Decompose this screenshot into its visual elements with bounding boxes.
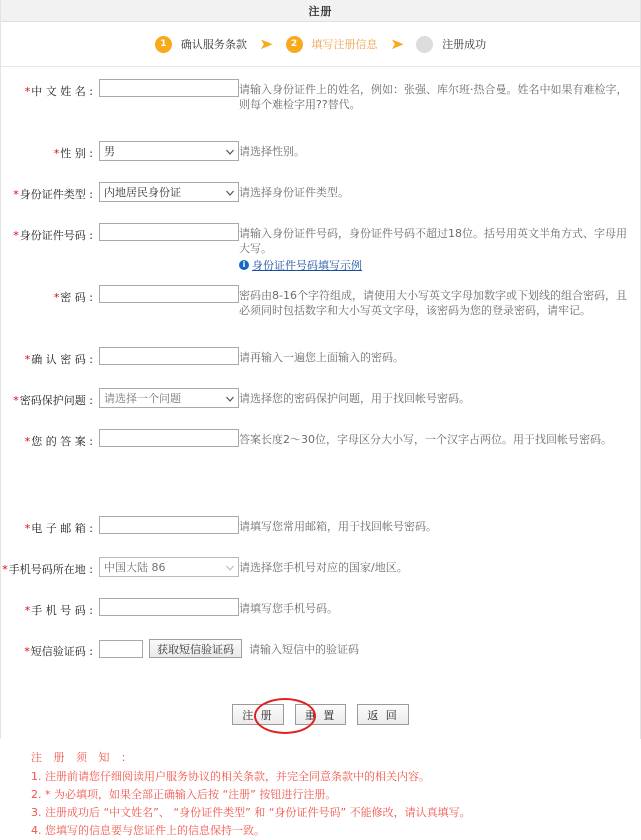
label-security-question: *密码保护问题 :: [13, 394, 93, 407]
hint-password: 密码由8-16个字符组成，请使用大小写英文字母加数字或下划线的组合密码，且必须同时包括数字和大小写英文字母，该密码为您的登录密码，请牢记。: [239, 289, 627, 317]
row-id-number: [1, 223, 640, 285]
notice-title: 注 册 须 知 ：: [31, 751, 136, 764]
step-arrow-icon: ➤: [389, 34, 405, 53]
label-phone-region: *手机号码所在地 :: [2, 563, 93, 576]
field-answer: [93, 429, 239, 447]
get-sms-code-button[interactable]: 获取短信验证码: [149, 639, 242, 658]
label-id-number: *身份证件号码 :: [13, 229, 93, 242]
phone-input[interactable]: [99, 598, 239, 616]
field-email: [93, 516, 239, 534]
step-3-number: 3: [416, 36, 433, 53]
answer-input[interactable]: [99, 429, 239, 447]
hint-email: 请填写您常用邮箱，用于找回帐号密码。: [239, 520, 437, 533]
page-title: 注册: [308, 4, 333, 18]
registration-form: [1, 67, 640, 840]
id-number-example-link[interactable]: [239, 258, 362, 273]
label-gender: *性 别 :: [53, 147, 93, 160]
hint-id-type: 请选择身份证件类型。: [239, 186, 349, 199]
hint-password-confirm: 请再输入一遍您上面输入的密码。: [239, 351, 404, 364]
row-email: [1, 516, 640, 557]
hint-phone: 请填写您手机号码。: [239, 602, 338, 615]
label-sms-code: *短信验证码 :: [24, 645, 93, 658]
email-input[interactable]: [99, 516, 239, 534]
field-phone: [93, 598, 239, 616]
row-id-type: [1, 182, 640, 223]
back-button[interactable]: 返 回: [357, 704, 409, 725]
label-password-confirm: *确 认 密 码 :: [24, 353, 93, 366]
chevron-down-icon: [225, 188, 234, 197]
field-id-type: [93, 182, 239, 202]
notice-item: 1. 注册前请您仔细阅读用户服务协议的相关条款，并完全同意条款中的相关内容。: [31, 770, 430, 783]
field-gender: [93, 141, 239, 161]
step-indicator: [1, 22, 640, 67]
field-password: [93, 285, 239, 303]
gender-select[interactable]: [99, 141, 239, 161]
window-titlebar: [1, 0, 640, 22]
label-phone: *手 机 号 码 :: [24, 604, 93, 617]
step-2-number: 2: [286, 36, 303, 53]
step-arrow-icon: ➤: [258, 34, 274, 53]
row-answer: [1, 429, 640, 470]
label-password: *密 码 :: [53, 291, 93, 304]
hint-security-question: 请选择您的密码保护问题，用于找回帐号密码。: [239, 392, 470, 405]
phone-region-select[interactable]: [99, 557, 239, 577]
id-number-input[interactable]: [99, 223, 239, 241]
row-phone-region: [1, 557, 640, 598]
field-sms-code: [93, 639, 245, 658]
row-password: [1, 285, 640, 347]
row-sms-code: [1, 639, 640, 680]
field-chinese-name: [93, 79, 239, 97]
hint-id-number: [239, 223, 640, 273]
notice-item: 2. * 为必填项，如果全部正确输入后按 “注册” 按钮进行注册。: [31, 788, 337, 801]
label-email: *电 子 邮 箱 :: [24, 522, 93, 535]
row-gender: [1, 141, 640, 182]
chevron-down-icon: [225, 147, 234, 156]
row-phone: [1, 598, 640, 639]
password-confirm-input[interactable]: [99, 347, 239, 365]
registration-notice: [31, 749, 640, 840]
security-question-select-value: 请选择一个问题: [104, 392, 181, 405]
reset-button[interactable]: 重 置: [295, 704, 347, 725]
step-1-number: 1: [155, 36, 172, 53]
chevron-down-icon: [225, 563, 234, 572]
hint-gender: 请选择性别。: [239, 145, 305, 158]
hint-chinese-name: 请输入身份证件上的姓名，例如：张强、库尔班·热合曼。姓名中如果有难检字，则每个难检字用??替代。: [239, 83, 628, 111]
hint-answer: 答案长度2～30位，字母区分大小写，一个汉字占两位。用于找回帐号密码。: [239, 433, 612, 446]
id-type-select-value: 内地居民身份证: [104, 186, 181, 199]
step-2-label: 填写注册信息: [311, 38, 378, 51]
field-security-question: [93, 388, 239, 408]
submit-button[interactable]: 注 册: [232, 704, 284, 725]
field-phone-region: [93, 557, 239, 577]
step-3-label: 注册成功: [442, 38, 487, 51]
field-password-confirm: [93, 347, 239, 365]
step-1: [155, 36, 247, 53]
form-actions: [1, 704, 640, 725]
hint-id-number-text: 请输入身份证件号码，身份证件号码不超过18位。括号用英文半角方式、字母用大写。: [239, 227, 627, 255]
gender-select-value: 男: [104, 145, 115, 158]
label-id-type: *身份证件类型 :: [13, 188, 93, 201]
step-3: [416, 36, 486, 53]
row-chinese-name: [1, 79, 640, 141]
security-question-select[interactable]: [99, 388, 239, 408]
label-answer: *您 的 答 案 :: [24, 435, 93, 448]
id-number-example-link-label: 身份证件号码填写示例: [252, 258, 362, 272]
notice-item: 3. 注册成功后 “中文姓名”、 “身份证件类型” 和 “身份证件号码” 不能修改，请认真填写。: [31, 806, 471, 819]
label-chinese-name: *中 文 姓 名 :: [24, 85, 93, 98]
info-icon: i: [239, 260, 249, 270]
id-type-select[interactable]: [99, 182, 239, 202]
chinese-name-input[interactable]: [99, 79, 239, 97]
hint-sms-code: 请输入短信中的验证码: [249, 643, 359, 656]
sms-code-input[interactable]: [99, 640, 143, 658]
chevron-down-icon: [225, 394, 234, 403]
row-password-confirm: [1, 347, 640, 388]
section-gap: [1, 470, 640, 516]
row-security-question: [1, 388, 640, 429]
step-2: [286, 36, 378, 53]
step-1-label: 确认服务条款: [180, 38, 247, 51]
phone-region-select-value: 中国大陆 86: [104, 561, 166, 574]
field-id-number: [93, 223, 239, 241]
notice-item: 4. 您填写的信息要与您证件上的信息保持一致。: [31, 824, 265, 837]
hint-phone-region: 请选择您手机号对应的国家/地区。: [239, 561, 408, 574]
password-input[interactable]: [99, 285, 239, 303]
